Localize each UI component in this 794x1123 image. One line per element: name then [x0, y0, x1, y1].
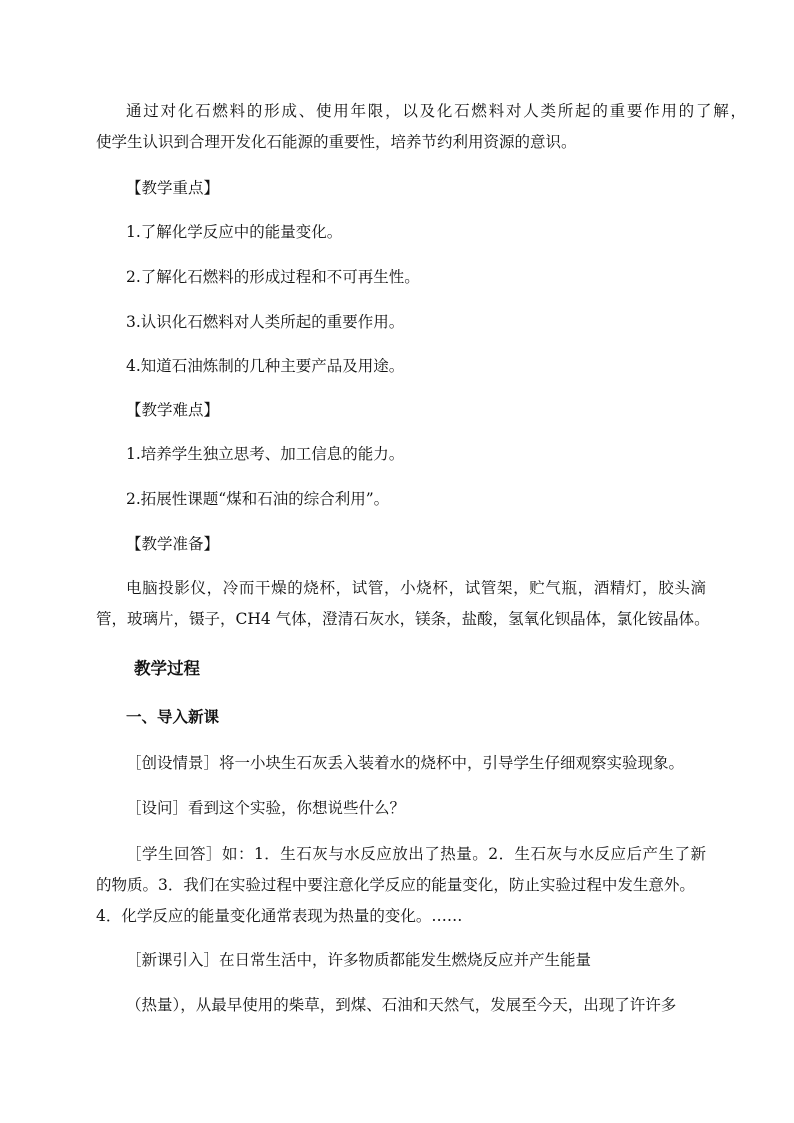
difficulty-item: 1.培养学生独立思考、加工信息的能力。 [126, 445, 405, 463]
preparation-line-2: 管，玻璃片，镊子，CH4 气体，澄清石灰水，镁条，盐酸，氢氧化钡晶体，氯化铵晶体。 [96, 610, 710, 628]
answer-line-3: 4．化学反应的能量变化通常表现为热量的变化。…… [96, 907, 463, 925]
key-points-heading: 【教学重点】 [126, 179, 220, 197]
scenario-line: ［创设情景］将一小块生石灰丢入装着水的烧杯中，引导学生仔细观察实验现象。 [126, 754, 685, 772]
answer-line-2: 的物质。3．我们在实验过程中要注意化学反应的能量变化，防止实验过程中发生意外。 [96, 876, 695, 894]
key-point-item: 2.了解化石燃料的形成过程和不可再生性。 [126, 268, 420, 286]
new-lesson-line-1: ［新课引入］在日常生活中，许多物质都能发生燃烧反应并产生能量 [126, 951, 592, 969]
key-point-item: 1.了解化学反应中的能量变化。 [126, 223, 343, 241]
section-1-title: 一、导入新课 [126, 708, 220, 726]
answer-line-1: ［学生回答］如：1．生石灰与水反应放出了热量。2．生石灰与水反应后产生了新 [126, 845, 706, 863]
difficulty-item: 2.拓展性课题“煤和石油的综合利用”。 [126, 490, 390, 508]
intro-line-1: 通过对化石燃料的形成、使用年限，以及化石燃料对人类所起的重要作用的了解， [126, 102, 746, 120]
key-point-item: 3.认识化石燃料对人类所起的重要作用。 [126, 313, 405, 331]
question-line: ［设问］看到这个实验，你想说些什么？ [126, 799, 406, 817]
preparation-line-1: 电脑投影仪，冷而干燥的烧杯，试管，小烧杯，试管架，贮气瓶，酒精灯，胶头滴 [126, 579, 706, 597]
preparation-heading: 【教学准备】 [126, 535, 220, 553]
new-lesson-line-2: （热量），从最早使用的柴草，到煤、石油和天然气，发展至今天，出现了许许多 [126, 996, 677, 1014]
process-title: 教学过程 [134, 659, 200, 678]
intro-line-2: 使学生认识到合理开发化石能源的重要性，培养节约利用资源的意识。 [96, 133, 577, 151]
difficulties-heading: 【教学难点】 [126, 401, 220, 419]
key-point-item: 4.知道石油炼制的几种主要产品及用途。 [126, 357, 405, 375]
